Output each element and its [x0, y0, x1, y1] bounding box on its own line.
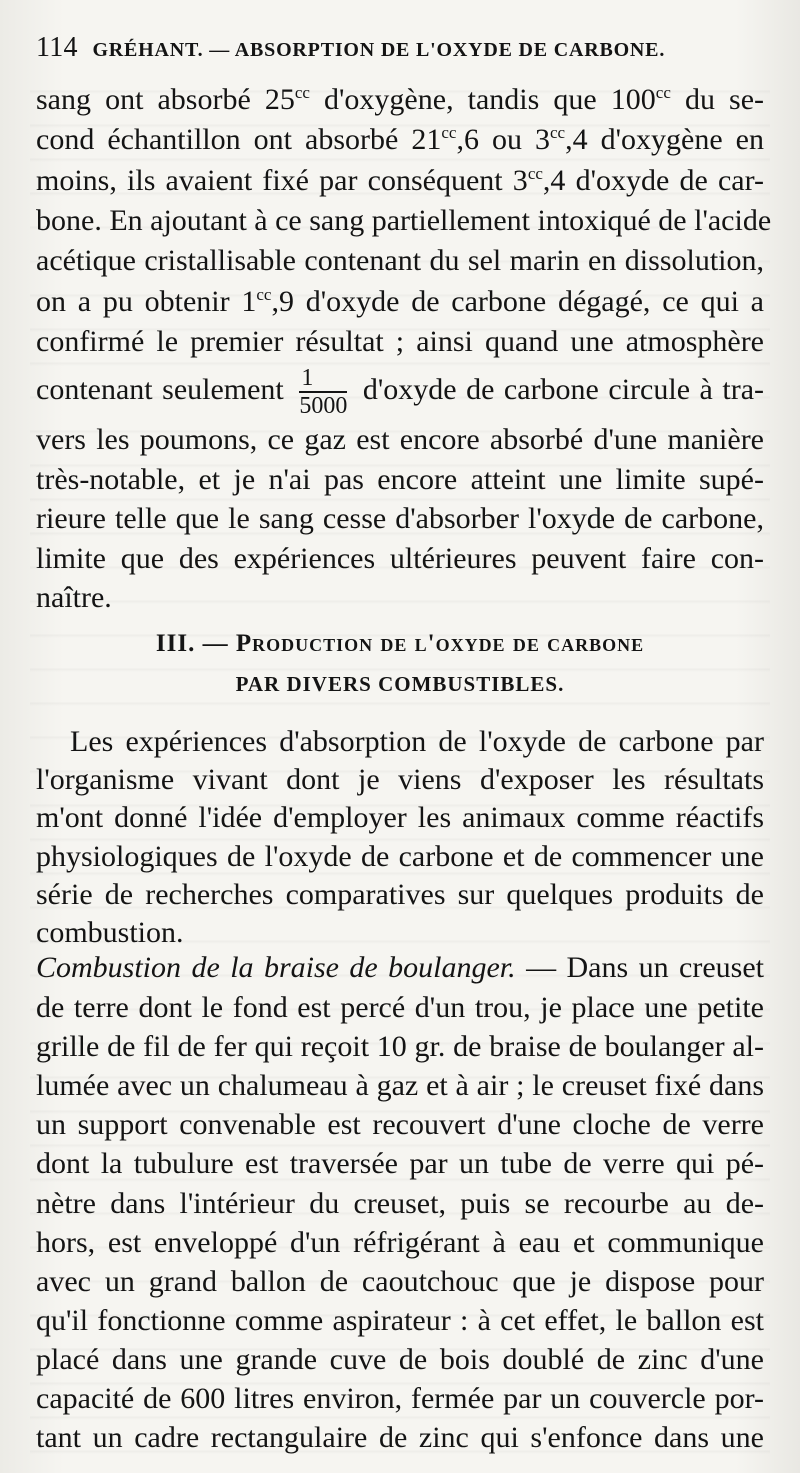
page-number: 114	[36, 32, 78, 63]
section-subheading	[36, 672, 764, 697]
para1-line: acétique cristallisable contenant du sel marin en dissolution,	[36, 244, 764, 278]
running-title: GRÉHANT. — ABSORPTION DE L'OXYDE DE CARBONE.	[92, 39, 666, 61]
para3-line: hors, est enveloppé d'un réfrigérant à eau et communique	[36, 1225, 764, 1259]
para1_cont-line: vers les poumons, ce gaz est encore absorbé d'une manière	[36, 423, 764, 456]
para1_cont-line: naître.	[36, 581, 112, 614]
para2-line: m'ont donné l'idée d'employer les animaux comme réactifs	[36, 801, 764, 835]
para3-line: de terre dont le fond est percé d'un trou, je place une petite	[36, 991, 764, 1024]
para3-line: capacité de 600 litres environ, fermée par un couvercle por-	[36, 1382, 764, 1415]
para1-line: confirmé le premier résultat ; ainsi quand une atmosphère	[36, 324, 764, 358]
para2-line: physiologiques de l'oxyde de carbone et de commencer une	[36, 839, 764, 873]
para2-line: Les expériences d'absorption de l'oxyde de carbone par	[70, 725, 764, 758]
para2-line: combustion.	[36, 916, 184, 949]
running-header	[36, 32, 766, 64]
paragraph-3-lead: Combustion de la braise de boulanger.	[36, 951, 516, 984]
para1-line: moins, ils avaient fixé par conséquent $3^{cc},4$ d'oxyde de car-	[36, 163, 765, 197]
section-title-line-2: PAR DIVERS COMBUSTIBLES.	[235, 672, 565, 696]
para3-line: un support convenable est recouvert d'une cloche de verre	[36, 1108, 764, 1142]
para3-line: tant un cadre rectangulaire de zinc qui s'enfonce dans une	[36, 1421, 764, 1455]
para2-line: l'organisme vivant dont je viens d'exposer les résultats	[36, 763, 764, 797]
section-title-line-1: Production de l'oxyde de carbone	[235, 630, 645, 657]
para3-line: grille de fil de fer qui reçoit 10 gr. de braise de boulanger al-	[36, 1030, 764, 1064]
para1_cont-line: rieure telle que le sang cesse d'absorber l'oxyde de carbone,	[36, 502, 764, 535]
paragraph-3-first-line	[36, 948, 764, 988]
para1-line: sang ont absorbé $25^{cc}$ d'oxygène, tandis que $100^{cc}$ du se-	[36, 83, 765, 116]
para3-line: qu'il fonctionne comme aspirateur : à cet effet, le ballon est	[36, 1303, 764, 1337]
para3-line: nètre dans l'intérieur du creuset, puis se recourbe au de-	[36, 1186, 764, 1220]
para1_cont-line: limite que des expériences ultérieures peuvent faire con-	[36, 541, 764, 575]
para1-line: cond échantillon ont absorbé $21^{cc},6$ ou $3^{cc},4$ d'oxygène en	[36, 123, 764, 157]
para1-line: bone. En ajoutant à ce sang partiellement intoxiqué de l'acide	[36, 203, 772, 237]
fraction-denominator: 5000	[299, 393, 348, 420]
para2-line: série de recherches comparatives sur quelques produits de	[36, 877, 764, 911]
para3-line: dont la tubulure est traversée par un tube de verre qui pé-	[36, 1147, 764, 1181]
para1-line: on a pu obtenir $1^{cc},9$ d'oxyde de carbone dégagé, ce qui a	[36, 284, 765, 318]
section-heading	[36, 630, 764, 658]
para3-line: lumée avec un chalumeau à gaz et à air ; le creuset fixé dans	[36, 1069, 764, 1103]
paragraph-3-first-rest: — Dans un creuset	[515, 951, 764, 984]
fraction-line	[36, 360, 764, 420]
section-numeral: III. —	[155, 630, 229, 657]
fraction-numerator: 1	[299, 365, 347, 393]
para3-line: placé dans une grande cuve de bois doublé de zinc d'une	[36, 1342, 764, 1376]
fraction-line-before: contenant seulement	[36, 373, 284, 406]
para1_cont-line: très-notable, et je n'ai pas encore atteint une limite supé-	[36, 462, 764, 496]
fraction-line-after: d'oxyde de carbone circule à tra-	[362, 373, 765, 406]
fraction	[299, 365, 347, 419]
para3-line: avec un grand ballon de caoutchouc que je dispose pour	[36, 1264, 764, 1298]
